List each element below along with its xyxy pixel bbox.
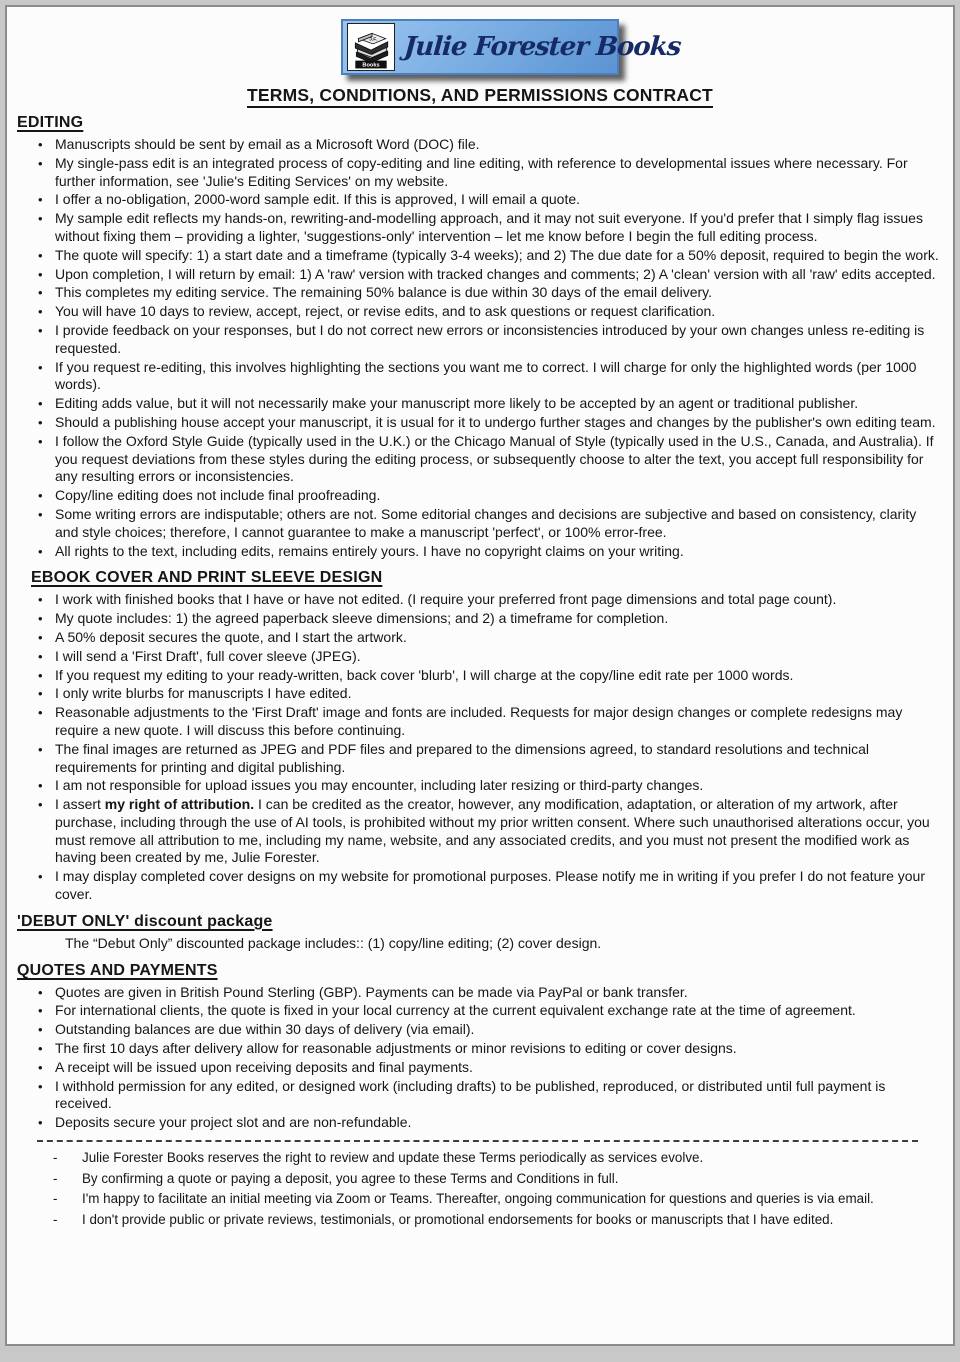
bullet-list: [17, 136, 943, 560]
bullet-item: • My single-pass edit is an integrated process of copy-editing and line editing, with reference to developmental issues where necessary. For further information, see 'Julie's Editing Services' on my website.: [38, 155, 943, 191]
bullet-item: • I provide feedback on your responses, but I do not correct new errors or inconsistencies introduced by your own changes unless re-editing is requested.: [38, 322, 943, 358]
bullet-item: • The quote will specify: 1) a start date and a timeframe (typically 3-4 weeks); and 2) The due date for a 50% deposit, required to begin the work.: [38, 247, 943, 265]
bullet-item: • All rights to the text, including edits, remains entirely yours. I have no copyright claims on your writing.: [38, 543, 943, 561]
bullet-item: • I withhold permission for any edited, or designed work (including drafts) to be published, reproduced, or distributed until full payment is received.: [38, 1078, 943, 1114]
bullet-item: • I may display completed cover designs on my website for promotional purposes. Please notify me in writing if you prefer I do not feature your cover.: [38, 868, 943, 904]
section-editing: [17, 114, 943, 560]
bullet-item: • I am not responsible for upload issues you may encounter, including later resizing or third-party changes.: [38, 777, 943, 795]
footnote-item: - I don't provide public or private reviews, testimonials, or promotional endorsements for books or manuscripts that I have edited.: [53, 1210, 943, 1230]
bullet-item: • If you request re-editing, this involves highlighting the sections you want me to correct. I will charge for only the highlighted words (per 1000 words).: [38, 359, 943, 395]
bullet-item: • I will send a 'First Draft', full cover sleeve (JPEG).: [38, 648, 943, 666]
section-paragraph: The “Debut Only” discounted package includes:: (1) copy/line editing; (2) cover design.: [65, 934, 602, 951]
section-heading: QUOTES AND PAYMENTS: [17, 961, 218, 979]
bullet-item: • Manuscripts should be sent by email as a Microsoft Word (DOC) file.: [38, 136, 943, 154]
footer-notes: [17, 1148, 943, 1229]
section-heading: 'DEBUT ONLY' discount package: [17, 912, 273, 930]
svg-text:Books: Books: [362, 62, 380, 69]
footnote-item: - Julie Forester Books reserves the right to review and update these Terms periodically as services evolve.: [53, 1148, 943, 1168]
bullet-item: • I offer a no-obligation, 2000-word sample edit. If this is approved, I will email a quote.: [38, 191, 943, 209]
bullet-item: • If you request my editing to your ready-written, back cover 'blurb', I will charge at the copy/line edit rate per 1000 words.: [38, 667, 943, 685]
bullet-list: [17, 591, 943, 904]
bullet-item: • For international clients, the quote is fixed in your local currency at the current equivalent exchange rate at the time of agreement.: [38, 1002, 943, 1020]
document-header: [17, 19, 943, 106]
bullet-item: • A receipt will be issued upon receiving deposits and final payments.: [38, 1059, 943, 1077]
bullet-item: • Copy/line editing does not include final proofreading.: [38, 487, 943, 505]
bullet-item: • You will have 10 days to review, accept, reject, or revise edits, and to ask questions or request clarification.: [38, 303, 943, 321]
bullet-item: • Outstanding balances are due within 30 days of delivery (via email).: [38, 1021, 943, 1039]
svg-text:J.F.: J.F.: [369, 37, 377, 43]
bullet-item: • This completes my editing service. The remaining 50% balance is due within 30 days of the email delivery.: [38, 284, 943, 302]
bullet-item: • A 50% deposit secures the quote, and I start the artwork.: [38, 629, 943, 647]
bullet-item: • Quotes are given in British Pound Sterling (GBP). Payments can be made via PayPal or bank transfer.: [38, 984, 943, 1002]
bullet-list: [17, 984, 943, 1132]
section-heading: EDITING: [17, 114, 84, 131]
section-heading: EBOOK COVER AND PRINT SLEEVE DESIGN: [31, 569, 383, 587]
document-page: [5, 5, 955, 1346]
footnote-item: - I'm happy to facilitate an initial meeting via Zoom or Teams. Thereafter, ongoing communication for questions and queries is via email.: [53, 1189, 943, 1209]
brand-name: Julie Forester Books: [402, 32, 682, 62]
brand-banner: [341, 19, 682, 75]
bullet-item: • My sample edit reflects my hands-on, rewriting-and-modelling approach, and it may not suit everyone. If you'd prefer that I simply flag issues without fixing them – providing a lighter, 'suggestions-only' intervention – let me know before I begin the full editing process.: [38, 210, 943, 246]
bullet-item: • I assert my right of attribution. I can be credited as the creator, however, any modification, adaptation, or alteration of my artwork, after purchase, including through the use of AI tools, is prohibited without my prior written consent. Where such unauthorised alterations occur, you must remove all attribution to me, including my name, website, and any associated credits, and you must not present the modified work as having been created by me, Julie Forester.: [38, 796, 943, 867]
section-quotes-payments: [17, 962, 943, 1132]
bullet-item: • I follow the Oxford Style Guide (typically used in the U.K.) or the Chicago Manual of Style (typically used in the U.S., Canada, and Australia). If you request deviations from these styles during the editing process, or subsequently choose to alter the text, you accept full responsibility for any resulting errors or inconsistencies.: [38, 433, 943, 486]
bullet-item: • Some writing errors are indisputable; others are not. Some editorial changes and decisions are subjective and based on consistency, clarity and style choices; therefore, I cannot guarantee to make a manuscript 'perfect', or 100% error-free.: [38, 506, 943, 542]
bullet-item: • Editing adds value, but it will not necessarily make your manuscript more likely to be accepted by an agent or traditional publisher.: [38, 395, 943, 413]
dashed-divider: [37, 1140, 939, 1142]
section-ebook-cover: [17, 569, 943, 904]
section-debut-only: [17, 913, 943, 953]
document-body: [17, 114, 943, 1132]
bullet-item: • Upon completion, I will return by email: 1) A 'raw' version with tracked changes and comments; 2) A 'clean' version with all 'raw' edits accepted.: [38, 266, 943, 284]
bullet-item: • The first 10 days after delivery allow for reasonable adjustments or minor revisions to editing or cover designs.: [38, 1040, 943, 1058]
bullet-item: • The final images are returned as JPEG and PDF files and prepared to the dimensions agreed, to standard resolutions and technical requirements for printing and digital publishing.: [38, 741, 943, 777]
bullet-item: • I only write blurbs for manuscripts I have edited.: [38, 685, 943, 703]
footnote-item: - By confirming a quote or paying a deposit, you agree to these Terms and Conditions in full.: [53, 1169, 943, 1189]
document-title: TERMS, CONDITIONS, AND PERMISSIONS CONTRACT: [17, 85, 943, 106]
bullet-item: • Deposits secure your project slot and are non-refundable.: [38, 1114, 943, 1132]
bullet-item: • Reasonable adjustments to the 'First Draft' image and fonts are included. Requests for major design changes or complete redesigns may require a new quote. I will discuss this before continuing.: [38, 704, 943, 740]
bullet-item: • My quote includes: 1) the agreed paperback sleeve dimensions; and 2) a timeframe for completion.: [38, 610, 943, 628]
bullet-item: • I work with finished books that I have or have not edited. (I require your preferred front page dimensions and total page count).: [38, 591, 943, 609]
books-stack-icon: [347, 23, 395, 71]
bullet-item: • Should a publishing house accept your manuscript, it is usual for it to undergo further stages and changes by the publisher's own editing team.: [38, 414, 943, 432]
